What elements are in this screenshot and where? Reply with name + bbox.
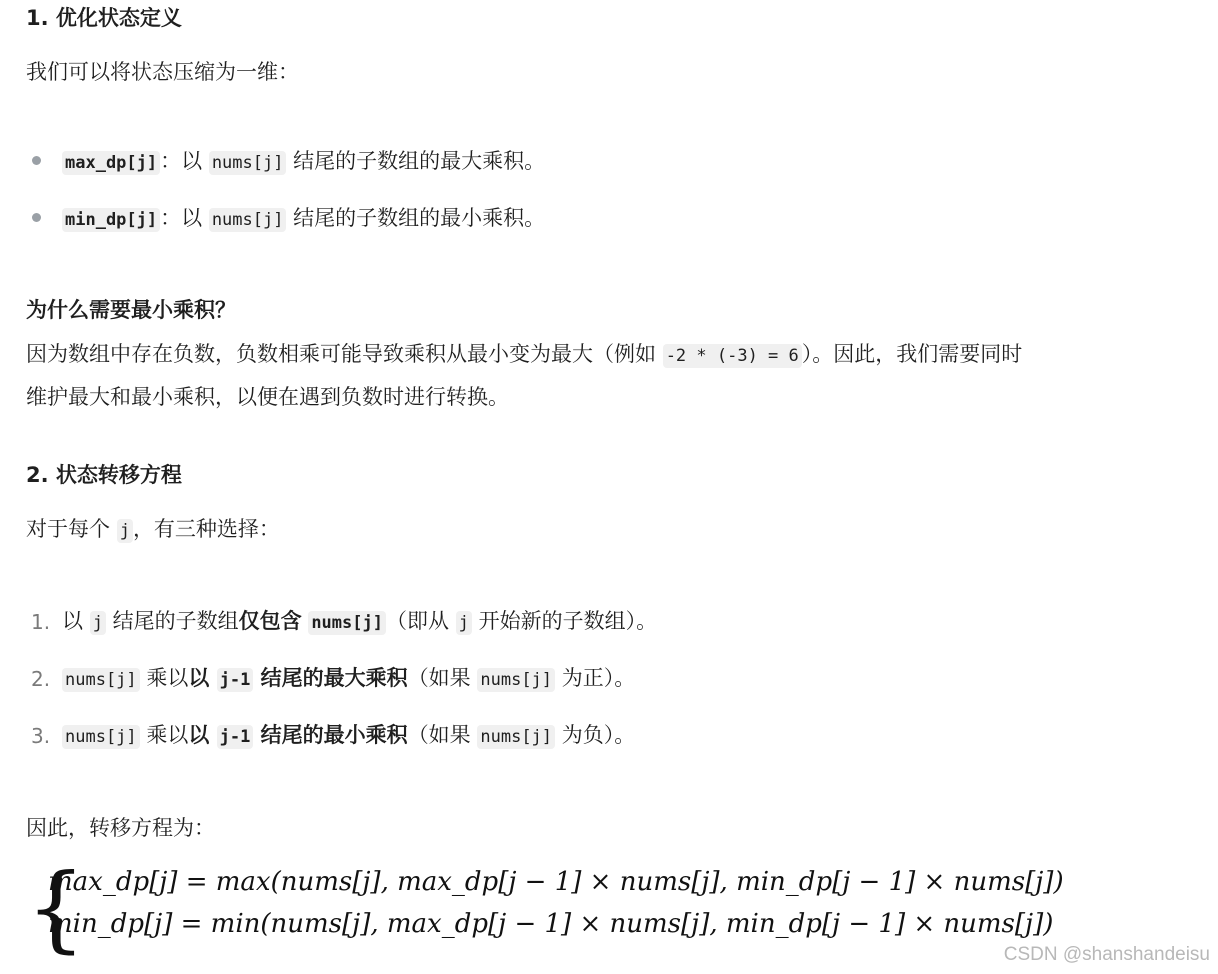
choice-item-3 [62,725,635,746]
paragraph-text: ，有三种选择： [132,517,280,541]
item-text: 以 [62,609,90,633]
item-text: 结尾的子数组 [105,609,239,633]
inline-code: j [90,611,106,635]
item-text: （如果 [407,723,478,747]
paragraph-text: 对于每个 [26,517,117,541]
why-heading: 为什么需要最小乘积？ [26,298,236,322]
item-text: ：以 [160,206,209,230]
inline-code: j-1 [217,725,254,749]
list-item-max-dp [62,151,545,172]
equation-max: max_dp[j] = max(nums[j], max_dp[j − 1] × nums[j], min_dp[j − 1] × nums[j]) [48,867,1064,897]
inline-code: min_dp[j] [62,208,160,232]
paragraph-text: ）。因此，我们需要同时 [801,342,1023,366]
brace-icon: { [26,854,86,963]
item-text: 乘以 [139,666,189,690]
bold-text: 以 [188,666,217,690]
bold-text: 仅包含 [238,609,302,633]
inline-code: nums[j] [308,611,386,635]
list-item-min-dp [62,208,545,229]
list-number: 1. [31,610,51,634]
inline-code: nums[j] [477,668,555,692]
bullet-icon [32,156,41,165]
item-text: 开始新的子数组）。 [471,609,658,633]
why-paragraph-line2: 维护最大和最小乘积，以便在遇到负数时进行转换。 [26,385,509,409]
equation-min: min_dp[j] = min(nums[j], max_dp[j − 1] × nums[j], min_dp[j − 1] × nums[j]) [48,909,1054,939]
list-number: 2. [31,667,51,691]
section2-heading: 2. 状态转移方程 [26,463,182,487]
item-text: 结尾的子数组的最小乘积。 [286,206,546,230]
inline-code: nums[j] [209,151,287,175]
why-paragraph-line1 [26,344,1022,365]
inline-code: max_dp[j] [62,151,160,175]
list-number: 3. [31,724,51,748]
item-text: 为正）。 [555,666,636,690]
item-text: （如果 [407,666,478,690]
item-text: 乘以 [139,723,189,747]
bold-text: 以 [188,723,217,747]
inline-code: nums[j] [209,208,287,232]
bold-text: 结尾的最小乘积 [253,723,408,747]
inline-code: nums[j] [62,725,140,749]
section2-intro [26,519,280,540]
bullet-icon [32,213,41,222]
inline-code: -2 * (-3) = 6 [663,344,802,368]
item-text: （即从 [385,609,456,633]
watermark: CSDN @shanshandeisu [1003,944,1210,965]
section1-heading: 1. 优化状态定义 [26,6,182,30]
paragraph-text: 因为数组中存在负数，负数相乘可能导致乘积从最小变为最大（例如 [26,342,663,366]
inline-code: j [117,519,133,543]
inline-code: nums[j] [62,668,140,692]
inline-code: j-1 [217,668,254,692]
inline-code: nums[j] [477,725,555,749]
item-text: 结尾的子数组的最大乘积。 [286,149,546,173]
item-text: 为负）。 [555,723,636,747]
bold-text: 结尾的最大乘积 [253,666,408,690]
choice-item-2 [62,668,635,689]
choice-item-1 [62,611,657,632]
section1-intro: 我们可以将状态压缩为一维： [26,60,299,84]
section2-outro: 因此，转移方程为： [26,816,215,840]
item-text: ：以 [160,149,209,173]
inline-code: j [456,611,472,635]
